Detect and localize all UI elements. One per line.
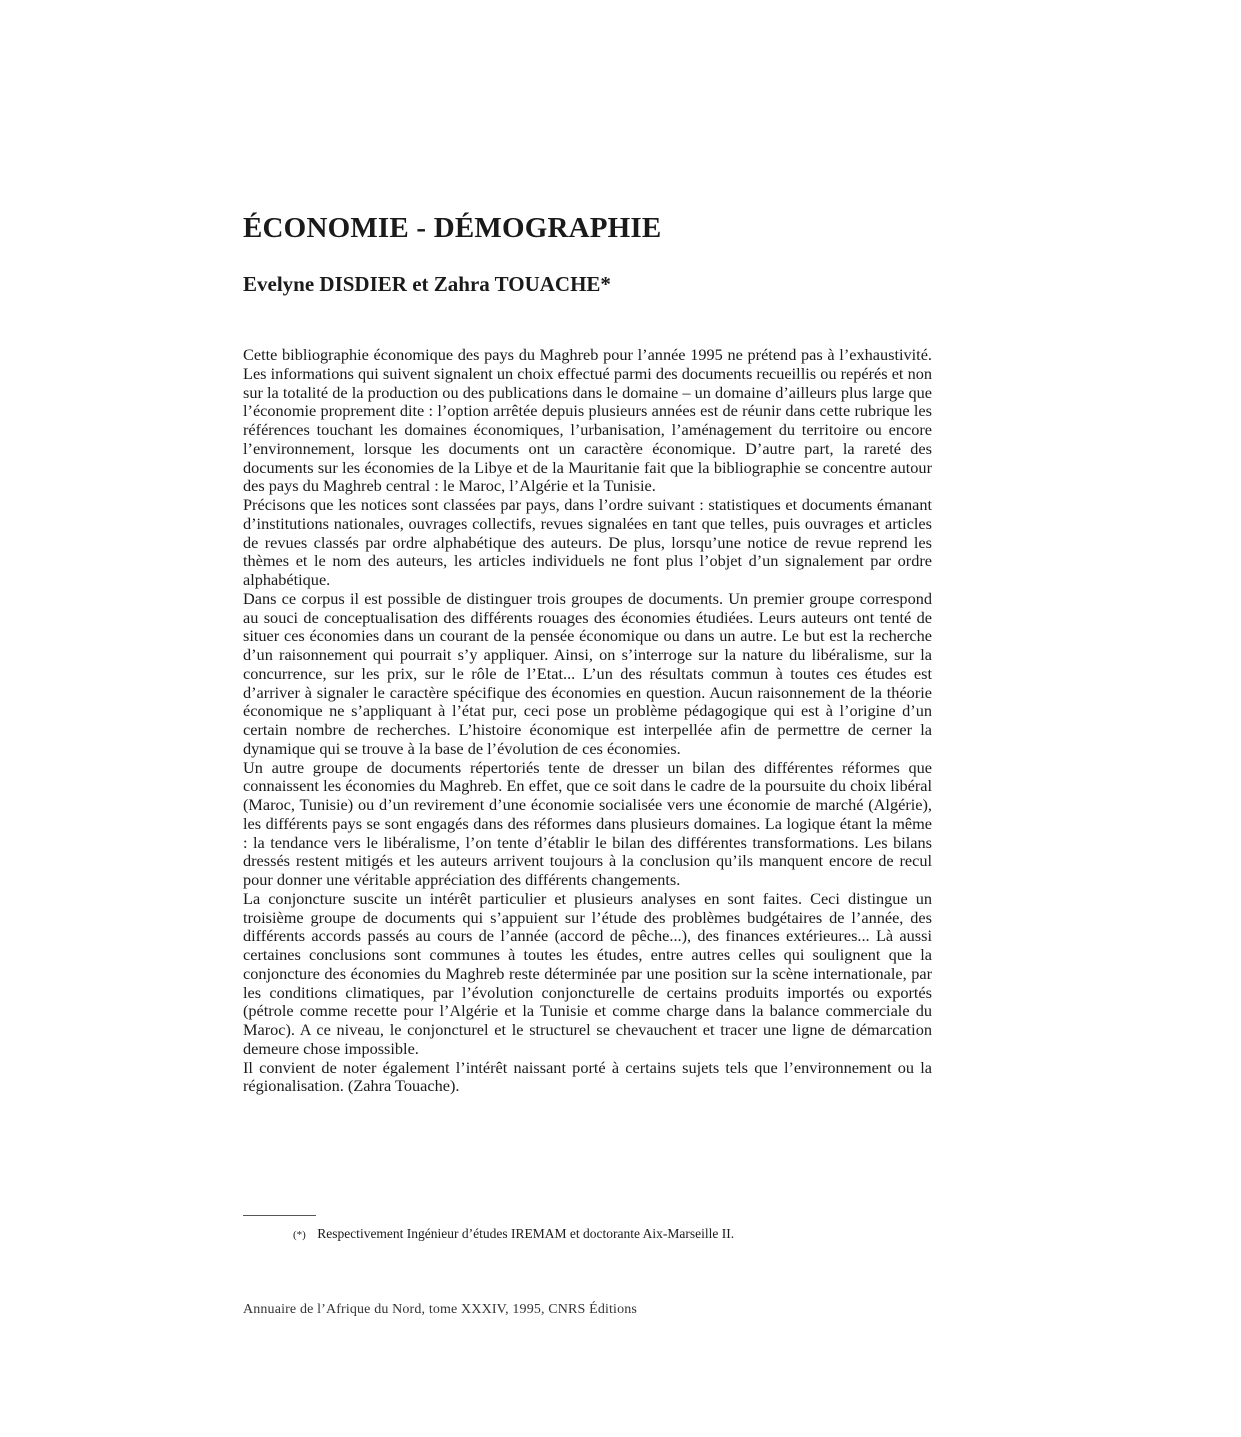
body-paragraph-1: Cette bibliographie économique des pays du Maghreb pour l’année 1995 ne prétend pas à l’exhaustivité. Les informations qui suivent signalent un choix effectué parmi des documents recueillis ou repérés et non sur la totalité de la production ou des publications dans le domaine – un domaine d’ailleurs plus large que l’économie proprement dite : l’option arrêtée depuis plusieurs années est de réunir dans cette rubrique les références touchant les domaines économiques, l’urbanisation, l’aménagement du territoire ou encore l’environnement, lorsque les documents ont un caractère économique. D’autre part, la rareté des documents sur les économies de la Libye et de la Mauritanie fait que la bibliographie se concentre autour des pays du Maghreb central : le Maroc, l’Algérie et la Tunisie. [243, 345, 932, 496]
article-title: ÉCONOMIE - DÉMOGRAPHIE [243, 212, 662, 244]
body-paragraph-5: La conjoncture suscite un intérêt particulier et plusieurs analyses en sont faites. Ceci distingue un troisième groupe de documents qui s’appuient sur l’étude des problèmes budgétaires de l’année, des différents accords passés au cours de l’année (accord de pêche...), des finances extérieures... Là aussi certaines conclusions sont communes à toutes les études, entre autres celles qui soulignent que la conjoncture des économies du Maghreb reste déterminée par une position sur la scène internationale, par les conditions climatiques, par l’évolution conjoncturelle de certains produits importés ou exportés (pétrole comme recette pour l’Algérie et la Tunisie et comme charge dans la balance commerciale du Maroc). A ce niveau, le conjoncturel et le structurel se chevauchent et tracer une ligne de démarcation demeure chose impossible. [243, 888, 932, 1058]
article-authors: Evelyne DISDIER et Zahra TOUACHE* [243, 272, 611, 296]
footnote-marker: (*) [293, 1229, 306, 1241]
footnote-separator [243, 1215, 316, 1216]
body-paragraph-2: Précisons que les notices sont classées par pays, dans l’ordre suivant : statistiques et documents émanant d’institutions nationales, ouvrages collectifs, revues signalées en tant que telles, puis ouvrages et articles de revues classés par ordre alphabétique des auteurs. De plus, lorsqu’une notice de revue reprend les thèmes et le nom des auteurs, les articles individuels ne font plus l’objet d’un signalement par ordre alphabétique. [243, 495, 932, 589]
footnote-text: Respectivement Ingénieur d’études IREMAM et doctorante Aix-Marseille II. [317, 1226, 735, 1241]
body-paragraph-4: Un autre groupe de documents répertoriés tente de dresser un bilan des différentes réformes que connaissent les économies du Maghreb. En effet, que ce soit dans le cadre de la poursuite du choix libéral (Maroc, Tunisie) ou d’un revirement d’une économie socialisée vers une économie de marché (Algérie), les différents pays se sont engagés dans des réformes dans plusieurs domaines. La logique étant la même : la tendance vers le libéralisme, l’on tente d’établir le bilan des différentes transformations. Les bilans dressés restent mitigés et les auteurs arrivent toujours à la conclusion qu’ils manquent encore de recul pour donner une véritable appréciation des différents changements. [243, 757, 932, 889]
article-body [243, 346, 932, 1096]
body-paragraph-6: Il convient de noter également l’intérêt naissant porté à certains sujets tels que l’environnement ou la régionalisation. (Zahra Touache). [243, 1057, 932, 1096]
footnote [293, 1226, 734, 1242]
body-paragraph-3: Dans ce corpus il est possible de distinguer trois groupes de documents. Un premier groupe correspond au souci de conceptualisation des différents rouages des économies étudiées. Leurs auteurs ont tenté de situer ces économies dans un courant de la pensée économique ou dans un autre. Le but est la recherche d’un raisonnement qui pourrait s’y appliquer. Ainsi, on s’interroge sur la nature du libéralisme, sur la concurrence, sur les prix, sur le rôle de l’Etat... L’un des résultats commun à toutes ces études est d’arriver à signaler le caractère spécifique des économies en question. Aucun raisonnement de la théorie économique ne s’appliquant à l’état pur, ceci pose un problème pédagogique qui est à l’origine d’un certain nombre de recherches. L’histoire économique est interpellée afin de permettre de cerner la dynamique qui se trouve à la base de l’évolution de ces économies. [243, 588, 932, 758]
page-footer-citation: Annuaire de l’Afrique du Nord, tome XXXIV, 1995, CNRS Éditions [243, 1302, 637, 1317]
